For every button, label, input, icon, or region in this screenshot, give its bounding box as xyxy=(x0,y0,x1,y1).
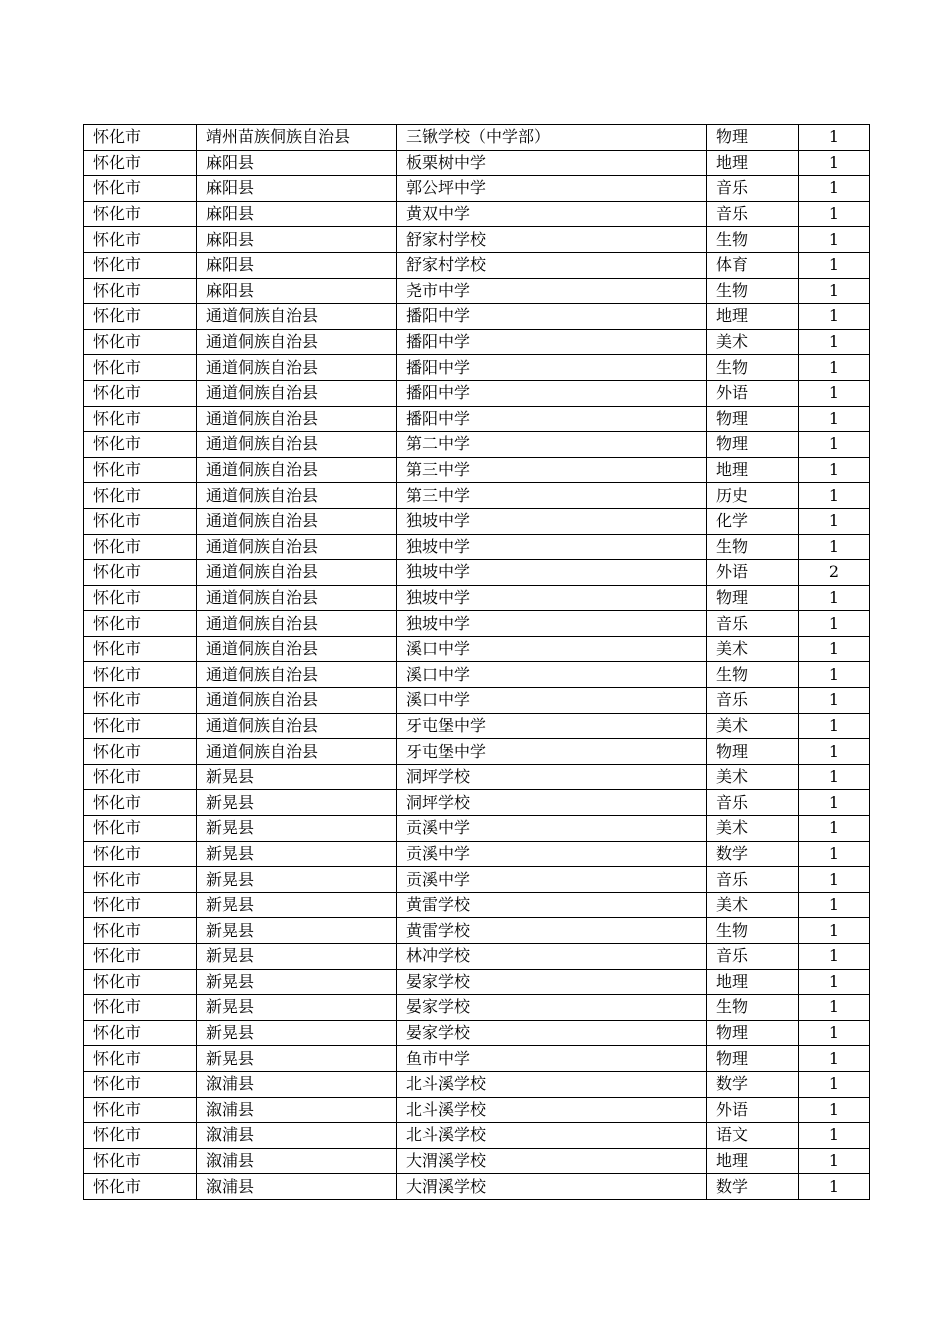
subject-cell: 生物 xyxy=(707,918,799,944)
city-cell: 怀化市 xyxy=(84,560,197,586)
city-cell: 怀化市 xyxy=(84,432,197,458)
table-row xyxy=(84,432,870,458)
subject-cell: 音乐 xyxy=(707,790,799,816)
subject-cell: 美术 xyxy=(707,764,799,790)
county-cell: 新晃县 xyxy=(197,1020,397,1046)
table-row xyxy=(84,688,870,714)
school-cell: 郭公坪中学 xyxy=(397,176,707,202)
count-cell: 1 xyxy=(799,1020,870,1046)
count-cell: 1 xyxy=(799,125,870,151)
subject-cell: 美术 xyxy=(707,892,799,918)
school-cell: 溪口中学 xyxy=(397,688,707,714)
county-cell: 麻阳县 xyxy=(197,176,397,202)
city-cell: 怀化市 xyxy=(84,304,197,330)
count-cell: 1 xyxy=(799,278,870,304)
county-cell: 溆浦县 xyxy=(197,1097,397,1123)
county-cell: 麻阳县 xyxy=(197,278,397,304)
subject-cell: 美术 xyxy=(707,329,799,355)
city-cell: 怀化市 xyxy=(84,636,197,662)
table-row xyxy=(84,1046,870,1072)
count-cell: 1 xyxy=(799,790,870,816)
city-cell: 怀化市 xyxy=(84,662,197,688)
school-cell: 尧市中学 xyxy=(397,278,707,304)
count-cell: 1 xyxy=(799,662,870,688)
city-cell: 怀化市 xyxy=(84,1071,197,1097)
county-cell: 溆浦县 xyxy=(197,1174,397,1200)
city-cell: 怀化市 xyxy=(84,1123,197,1149)
city-cell: 怀化市 xyxy=(84,406,197,432)
count-cell: 1 xyxy=(799,944,870,970)
school-cell: 板栗树中学 xyxy=(397,150,707,176)
table-row xyxy=(84,944,870,970)
city-cell: 怀化市 xyxy=(84,790,197,816)
city-cell: 怀化市 xyxy=(84,1097,197,1123)
subject-cell: 音乐 xyxy=(707,611,799,637)
count-cell: 1 xyxy=(799,585,870,611)
count-cell: 1 xyxy=(799,1071,870,1097)
city-cell: 怀化市 xyxy=(84,329,197,355)
count-cell: 1 xyxy=(799,406,870,432)
count-cell: 1 xyxy=(799,611,870,637)
count-cell: 1 xyxy=(799,483,870,509)
city-cell: 怀化市 xyxy=(84,764,197,790)
school-cell: 贡溪中学 xyxy=(397,867,707,893)
city-cell: 怀化市 xyxy=(84,1174,197,1200)
subject-cell: 地理 xyxy=(707,969,799,995)
school-cell: 第二中学 xyxy=(397,432,707,458)
county-cell: 通道侗族自治县 xyxy=(197,534,397,560)
city-cell: 怀化市 xyxy=(84,969,197,995)
city-cell: 怀化市 xyxy=(84,508,197,534)
subject-cell: 外语 xyxy=(707,560,799,586)
school-cell: 晏家学校 xyxy=(397,969,707,995)
county-cell: 麻阳县 xyxy=(197,201,397,227)
county-cell: 新晃县 xyxy=(197,790,397,816)
count-cell: 1 xyxy=(799,1148,870,1174)
subject-cell: 数学 xyxy=(707,841,799,867)
table-row xyxy=(84,150,870,176)
city-cell: 怀化市 xyxy=(84,1046,197,1072)
table-row xyxy=(84,739,870,765)
table-row xyxy=(84,841,870,867)
subject-cell: 生物 xyxy=(707,995,799,1021)
table-row xyxy=(84,867,870,893)
county-cell: 麻阳县 xyxy=(197,227,397,253)
county-cell: 通道侗族自治县 xyxy=(197,662,397,688)
county-cell: 通道侗族自治县 xyxy=(197,355,397,381)
school-cell: 黄双中学 xyxy=(397,201,707,227)
table-row xyxy=(84,1071,870,1097)
count-cell: 1 xyxy=(799,201,870,227)
table-row xyxy=(84,585,870,611)
subject-cell: 美术 xyxy=(707,816,799,842)
school-cell: 溪口中学 xyxy=(397,636,707,662)
table-row xyxy=(84,380,870,406)
table-row xyxy=(84,304,870,330)
school-cell: 林冲学校 xyxy=(397,944,707,970)
city-cell: 怀化市 xyxy=(84,841,197,867)
count-cell: 1 xyxy=(799,892,870,918)
table-row xyxy=(84,355,870,381)
county-cell: 溆浦县 xyxy=(197,1123,397,1149)
table-row xyxy=(84,892,870,918)
table-row xyxy=(84,534,870,560)
subject-cell: 物理 xyxy=(707,406,799,432)
subject-cell: 音乐 xyxy=(707,201,799,227)
count-cell: 1 xyxy=(799,355,870,381)
school-cell: 第三中学 xyxy=(397,483,707,509)
school-cell: 北斗溪学校 xyxy=(397,1071,707,1097)
count-cell: 1 xyxy=(799,841,870,867)
school-cell: 三锹学校（中学部） xyxy=(397,125,707,151)
school-cell: 贡溪中学 xyxy=(397,841,707,867)
school-cell: 溪口中学 xyxy=(397,662,707,688)
table-row xyxy=(84,1097,870,1123)
subject-cell: 地理 xyxy=(707,304,799,330)
subject-cell: 化学 xyxy=(707,508,799,534)
city-cell: 怀化市 xyxy=(84,944,197,970)
school-cell: 洞坪学校 xyxy=(397,790,707,816)
subject-cell: 地理 xyxy=(707,150,799,176)
county-cell: 通道侗族自治县 xyxy=(197,483,397,509)
city-cell: 怀化市 xyxy=(84,585,197,611)
school-cell: 洞坪学校 xyxy=(397,764,707,790)
school-cell: 大渭溪学校 xyxy=(397,1174,707,1200)
subject-cell: 美术 xyxy=(707,713,799,739)
school-cell: 北斗溪学校 xyxy=(397,1097,707,1123)
subject-cell: 语文 xyxy=(707,1123,799,1149)
city-cell: 怀化市 xyxy=(84,1148,197,1174)
city-cell: 怀化市 xyxy=(84,380,197,406)
city-cell: 怀化市 xyxy=(84,227,197,253)
school-cell: 独坡中学 xyxy=(397,585,707,611)
city-cell: 怀化市 xyxy=(84,611,197,637)
table-row xyxy=(84,790,870,816)
table-row xyxy=(84,457,870,483)
subject-cell: 音乐 xyxy=(707,176,799,202)
table-row xyxy=(84,176,870,202)
count-cell: 1 xyxy=(799,304,870,330)
table-row xyxy=(84,1174,870,1200)
county-cell: 通道侗族自治县 xyxy=(197,406,397,432)
county-cell: 溆浦县 xyxy=(197,1071,397,1097)
count-cell: 1 xyxy=(799,432,870,458)
county-cell: 通道侗族自治县 xyxy=(197,508,397,534)
subject-cell: 数学 xyxy=(707,1071,799,1097)
count-cell: 1 xyxy=(799,688,870,714)
subject-cell: 生物 xyxy=(707,227,799,253)
subject-cell: 体育 xyxy=(707,252,799,278)
subject-cell: 生物 xyxy=(707,355,799,381)
county-cell: 靖州苗族侗族自治县 xyxy=(197,125,397,151)
count-cell: 1 xyxy=(799,816,870,842)
city-cell: 怀化市 xyxy=(84,816,197,842)
table-row xyxy=(84,995,870,1021)
county-cell: 新晃县 xyxy=(197,841,397,867)
count-cell: 1 xyxy=(799,918,870,944)
table-row xyxy=(84,1020,870,1046)
county-cell: 溆浦县 xyxy=(197,1148,397,1174)
count-cell: 1 xyxy=(799,867,870,893)
school-cell: 舒家村学校 xyxy=(397,227,707,253)
school-cell: 晏家学校 xyxy=(397,995,707,1021)
subject-cell: 音乐 xyxy=(707,867,799,893)
city-cell: 怀化市 xyxy=(84,739,197,765)
table-row xyxy=(84,201,870,227)
table-row xyxy=(84,508,870,534)
county-cell: 通道侗族自治县 xyxy=(197,432,397,458)
count-cell: 1 xyxy=(799,227,870,253)
county-cell: 麻阳县 xyxy=(197,150,397,176)
subject-cell: 物理 xyxy=(707,1046,799,1072)
table-row xyxy=(84,611,870,637)
city-cell: 怀化市 xyxy=(84,252,197,278)
county-cell: 新晃县 xyxy=(197,995,397,1021)
count-cell: 1 xyxy=(799,329,870,355)
county-cell: 通道侗族自治县 xyxy=(197,688,397,714)
count-cell: 1 xyxy=(799,995,870,1021)
subject-cell: 生物 xyxy=(707,534,799,560)
table-body xyxy=(84,125,870,1200)
city-cell: 怀化市 xyxy=(84,995,197,1021)
count-cell: 1 xyxy=(799,380,870,406)
table-row xyxy=(84,329,870,355)
city-cell: 怀化市 xyxy=(84,713,197,739)
count-cell: 1 xyxy=(799,969,870,995)
school-cell: 牙屯堡中学 xyxy=(397,739,707,765)
city-cell: 怀化市 xyxy=(84,918,197,944)
count-cell: 1 xyxy=(799,1174,870,1200)
city-cell: 怀化市 xyxy=(84,355,197,381)
county-cell: 通道侗族自治县 xyxy=(197,713,397,739)
school-cell: 播阳中学 xyxy=(397,380,707,406)
table-row xyxy=(84,816,870,842)
school-cell: 牙屯堡中学 xyxy=(397,713,707,739)
county-cell: 麻阳县 xyxy=(197,252,397,278)
county-cell: 新晃县 xyxy=(197,816,397,842)
school-cell: 晏家学校 xyxy=(397,1020,707,1046)
county-cell: 新晃县 xyxy=(197,969,397,995)
table-row xyxy=(84,1148,870,1174)
subject-cell: 地理 xyxy=(707,1148,799,1174)
count-cell: 1 xyxy=(799,508,870,534)
city-cell: 怀化市 xyxy=(84,688,197,714)
city-cell: 怀化市 xyxy=(84,867,197,893)
county-cell: 新晃县 xyxy=(197,867,397,893)
count-cell: 1 xyxy=(799,457,870,483)
count-cell: 1 xyxy=(799,252,870,278)
city-cell: 怀化市 xyxy=(84,150,197,176)
recruitment-table xyxy=(83,124,870,1200)
county-cell: 通道侗族自治县 xyxy=(197,329,397,355)
table-row xyxy=(84,227,870,253)
county-cell: 通道侗族自治县 xyxy=(197,611,397,637)
city-cell: 怀化市 xyxy=(84,201,197,227)
subject-cell: 数学 xyxy=(707,1174,799,1200)
county-cell: 新晃县 xyxy=(197,944,397,970)
table-row xyxy=(84,560,870,586)
subject-cell: 物理 xyxy=(707,739,799,765)
subject-cell: 地理 xyxy=(707,457,799,483)
subject-cell: 音乐 xyxy=(707,944,799,970)
school-cell: 独坡中学 xyxy=(397,508,707,534)
count-cell: 1 xyxy=(799,1123,870,1149)
school-cell: 舒家村学校 xyxy=(397,252,707,278)
subject-cell: 物理 xyxy=(707,585,799,611)
subject-cell: 生物 xyxy=(707,278,799,304)
count-cell: 2 xyxy=(799,560,870,586)
table-row xyxy=(84,636,870,662)
city-cell: 怀化市 xyxy=(84,176,197,202)
subject-cell: 物理 xyxy=(707,432,799,458)
subject-cell: 历史 xyxy=(707,483,799,509)
school-cell: 播阳中学 xyxy=(397,329,707,355)
subject-cell: 美术 xyxy=(707,636,799,662)
subject-cell: 物理 xyxy=(707,1020,799,1046)
table-row xyxy=(84,713,870,739)
school-cell: 北斗溪学校 xyxy=(397,1123,707,1149)
county-cell: 通道侗族自治县 xyxy=(197,304,397,330)
city-cell: 怀化市 xyxy=(84,457,197,483)
school-cell: 第三中学 xyxy=(397,457,707,483)
count-cell: 1 xyxy=(799,176,870,202)
school-cell: 独坡中学 xyxy=(397,560,707,586)
city-cell: 怀化市 xyxy=(84,125,197,151)
school-cell: 播阳中学 xyxy=(397,355,707,381)
subject-cell: 音乐 xyxy=(707,688,799,714)
count-cell: 1 xyxy=(799,636,870,662)
table-row xyxy=(84,969,870,995)
school-cell: 独坡中学 xyxy=(397,534,707,560)
table-row xyxy=(84,252,870,278)
school-cell: 独坡中学 xyxy=(397,611,707,637)
count-cell: 1 xyxy=(799,1046,870,1072)
subject-cell: 外语 xyxy=(707,1097,799,1123)
school-cell: 播阳中学 xyxy=(397,304,707,330)
count-cell: 1 xyxy=(799,534,870,560)
county-cell: 新晃县 xyxy=(197,892,397,918)
county-cell: 通道侗族自治县 xyxy=(197,560,397,586)
school-cell: 贡溪中学 xyxy=(397,816,707,842)
count-cell: 1 xyxy=(799,713,870,739)
school-cell: 大渭溪学校 xyxy=(397,1148,707,1174)
school-cell: 播阳中学 xyxy=(397,406,707,432)
county-cell: 新晃县 xyxy=(197,1046,397,1072)
county-cell: 通道侗族自治县 xyxy=(197,585,397,611)
county-cell: 通道侗族自治县 xyxy=(197,636,397,662)
county-cell: 新晃县 xyxy=(197,918,397,944)
count-cell: 1 xyxy=(799,739,870,765)
city-cell: 怀化市 xyxy=(84,1020,197,1046)
table-row xyxy=(84,918,870,944)
county-cell: 通道侗族自治县 xyxy=(197,457,397,483)
city-cell: 怀化市 xyxy=(84,278,197,304)
table-row xyxy=(84,406,870,432)
city-cell: 怀化市 xyxy=(84,892,197,918)
subject-cell: 物理 xyxy=(707,125,799,151)
school-cell: 黄雷学校 xyxy=(397,892,707,918)
count-cell: 1 xyxy=(799,1097,870,1123)
county-cell: 通道侗族自治县 xyxy=(197,380,397,406)
table-row xyxy=(84,1123,870,1149)
school-cell: 黄雷学校 xyxy=(397,918,707,944)
table-row xyxy=(84,483,870,509)
subject-cell: 外语 xyxy=(707,380,799,406)
count-cell: 1 xyxy=(799,764,870,790)
school-cell: 鱼市中学 xyxy=(397,1046,707,1072)
count-cell: 1 xyxy=(799,150,870,176)
table-row xyxy=(84,125,870,151)
table-row xyxy=(84,278,870,304)
city-cell: 怀化市 xyxy=(84,534,197,560)
county-cell: 新晃县 xyxy=(197,764,397,790)
subject-cell: 生物 xyxy=(707,662,799,688)
county-cell: 通道侗族自治县 xyxy=(197,739,397,765)
table-row xyxy=(84,662,870,688)
table-row xyxy=(84,764,870,790)
city-cell: 怀化市 xyxy=(84,483,197,509)
